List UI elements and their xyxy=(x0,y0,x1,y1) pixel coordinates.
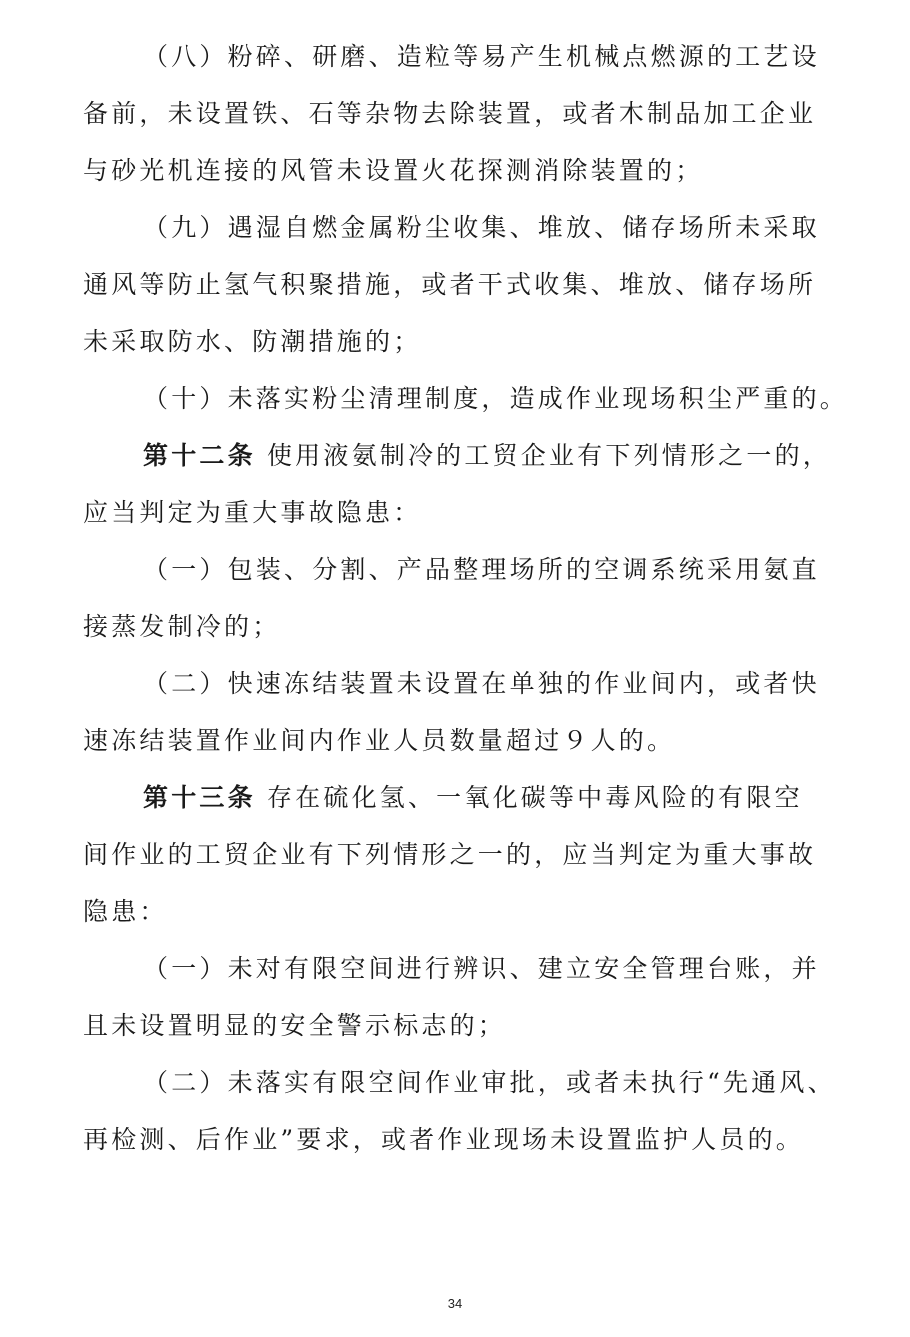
paragraph-line: 通风等防止氢气积聚措施，或者干式收集、堆放、储存场所 xyxy=(83,270,817,299)
paragraph-line: 速冻结装置作业间内作业人员数量超过９人的。 xyxy=(83,726,676,755)
paragraph-line: （一）未对有限空间进行辨识、建立安全管理台账，并 xyxy=(143,954,820,983)
paragraph-line: （九）遇湿自燃金属粉尘收集、堆放、储存场所未采取 xyxy=(143,213,820,242)
article-heading: 第十三条 xyxy=(143,783,256,812)
page-number: 34 xyxy=(447,1296,463,1311)
paragraph-line: （八）粉碎、研磨、造粒等易产生机械点燃源的工艺设 xyxy=(143,42,820,71)
paragraph-line: 隐患： xyxy=(83,897,168,926)
paragraph-line: 再检测、后作业”要求，或者作业现场未设置监护人员的。 xyxy=(83,1125,804,1154)
paragraph-line: （二）快速冻结装置未设置在单独的作业间内，或者快 xyxy=(143,669,820,698)
paragraph-line: 未采取防水、防潮措施的； xyxy=(83,327,422,356)
article-12-line xyxy=(143,439,833,473)
paragraph-line: （一）包装、分割、产品整理场所的空调系统采用氨直 xyxy=(143,555,820,584)
article-text: 存在硫化氢、一氧化碳等中毒风险的有限空 xyxy=(266,783,803,812)
article-text: 使用液氨制冷的工贸企业有下列情形之一的， xyxy=(266,441,831,470)
article-heading: 第十二条 xyxy=(143,441,256,470)
paragraph-line: （十）未落实粉尘清理制度，造成作业现场积尘严重的。 xyxy=(143,384,849,413)
paragraph-line: 接蒸发制冷的； xyxy=(83,612,281,641)
paragraph-line: 间作业的工贸企业有下列情形之一的，应当判定为重大事故 xyxy=(83,840,817,869)
paragraph-line: 应当判定为重大事故隐患： xyxy=(83,498,422,527)
article-13-line xyxy=(143,781,833,815)
paragraph-line: （二）未落实有限空间作业审批，或者未执行“先通风、 xyxy=(143,1068,836,1097)
paragraph-line: 备前，未设置铁、石等杂物去除装置，或者木制品加工企业 xyxy=(83,99,817,128)
paragraph-line: 与砂光机连接的风管未设置火花探测消除装置的； xyxy=(83,156,704,185)
paragraph-line: 且未设置明显的安全警示标志的； xyxy=(83,1011,507,1040)
